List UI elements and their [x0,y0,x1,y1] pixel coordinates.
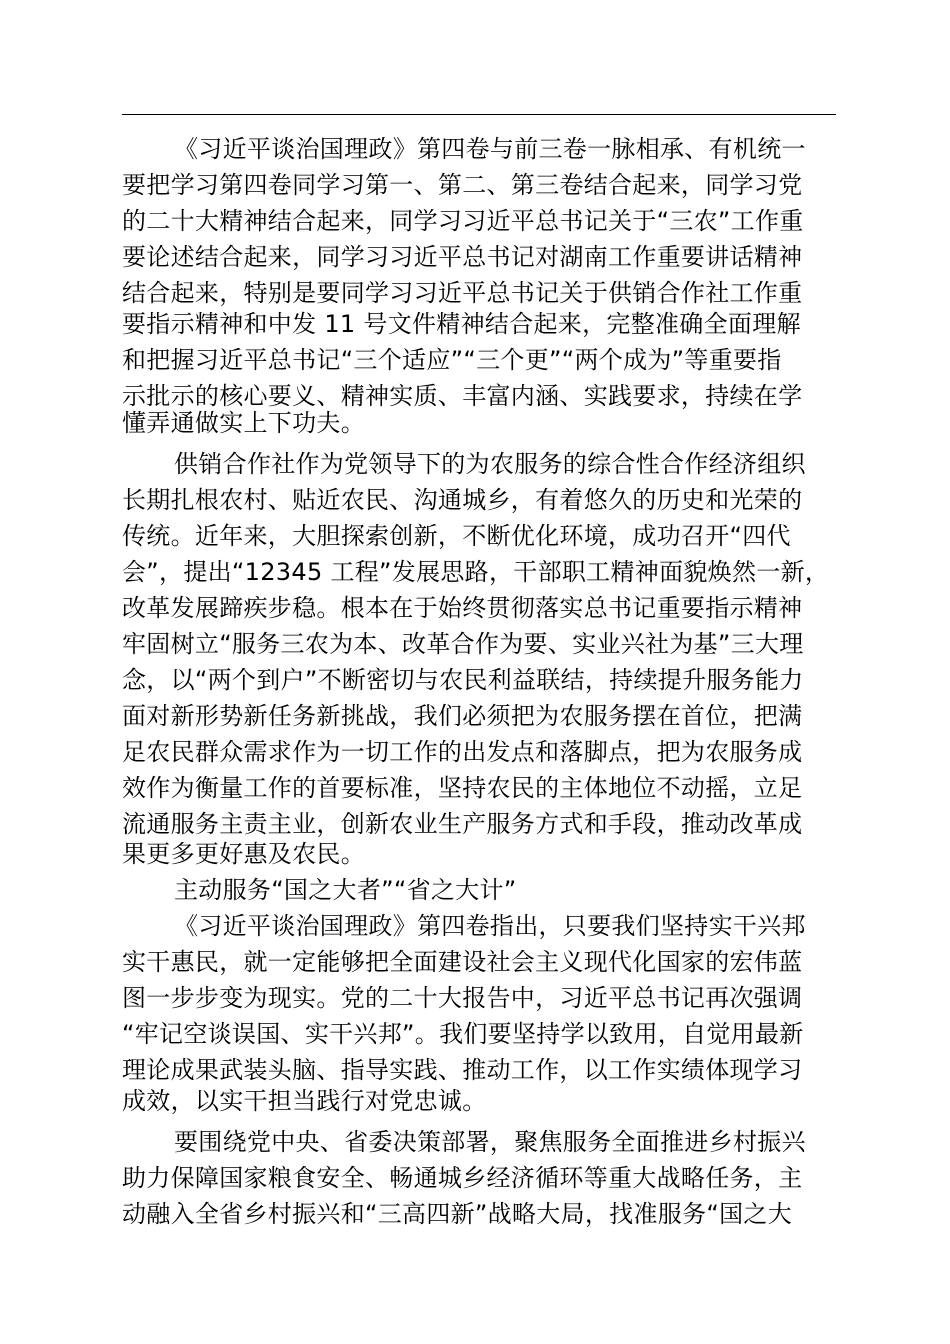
text-line: 动融入全省乡村振兴和“三高四新”战略大局，找准服务“国之大 [122,1200,792,1228]
text-line: 传统。近年来，大胆探索创新，不断优化环境，成功召开“四代 [122,522,791,550]
text-line: 图一步步变为现实。党的二十大报告中，习近平总书记再次强调 [122,984,803,1012]
text-line: 要把学习第四卷同学习第一、第二、第三卷结合起来，同学习党 [122,171,803,199]
header-rule [122,114,836,115]
text-line: 《习近平谈治国理政》第四卷与前三卷一脉相承、有机统一 [174,135,806,163]
text-line: 会”，提出“12345 工程”发展思路，干部职工精神面貌焕然一新， [122,558,830,586]
section-heading: 主动服务“国之大者”“省之大计” [174,876,517,904]
text-line: 流通服务主责主业，创新农业生产服务方式和手段，推动改革成 [122,810,803,838]
text-line: 和把握习近平总书记“三个适应”“三个更”“两个成为”等重要指 [122,346,782,374]
text-line: 《习近平谈治国理政》第四卷指出，只要我们坚持实干兴邦 [174,912,806,940]
text-line: 长期扎根农村、贴近农民、沟通城乡，有着悠久的历史和光荣的 [122,486,803,514]
text-line: 面对新形势新任务新挑战，我们必须把为农服务摆在首位，把满 [122,702,803,730]
text-line: 效作为衡量工作的首要标准，坚持农民的主体地位不动摇，立足 [122,774,803,802]
text-line: 示批示的核心要义、精神实质、丰富内涵、实践要求，持续在学 [122,382,803,410]
text-line: 要指示精神和中发 11 号文件精神结合起来，完整准确全面理解 [122,310,801,338]
text-line: 要围绕党中央、省委决策部署，聚焦服务全面推进乡村振兴 [174,1128,806,1156]
text-line: 助力保障国家粮食安全、畅通城乡经济循环等重大战略任务，主 [122,1164,803,1192]
text-line: 理论成果武装头脑、指导实践、推动工作，以工作实绩体现学习 [122,1056,803,1084]
text-line: 的二十大精神结合起来，同学习习近平总书记关于“三农”工作重 [122,207,804,235]
text-line: 要论述结合起来，同学习习近平总书记对湖南工作重要讲话精神 [122,243,803,271]
text-line: 懂弄通做实上下功夫。 [122,409,365,437]
text-line: 结合起来，特别是要同学习习近平总书记关于供销合作社工作重 [122,279,803,307]
text-line: 成效，以实干担当践行对党忠诚。 [122,1087,487,1115]
text-line: 足农民群众需求作为一切工作的出发点和落脚点，把为农服务成 [122,738,803,766]
text-line: 念，以“两个到户”不断密切与农民利益联结，持续提升服务能力 [122,666,804,694]
text-line: 牢固树立“服务三农为本、改革合作为要、实业兴社为基”三大理 [122,630,804,658]
text-line: 果更多更好惠及农民。 [122,840,365,868]
text-line: “牢记空谈误国、实干兴邦”。我们要坚持学以致用，自觉用最新 [122,1020,804,1048]
text-line: 实干惠民，就一定能够把全面建设社会主义现代化国家的宏伟蓝 [122,948,803,976]
text-line: 改革发展蹄疾步稳。根本在于始终贯彻落实总书记重要指示精神 [122,594,803,622]
text-line: 供销合作社作为党领导下的为农服务的综合性合作经济组织 [174,450,806,478]
